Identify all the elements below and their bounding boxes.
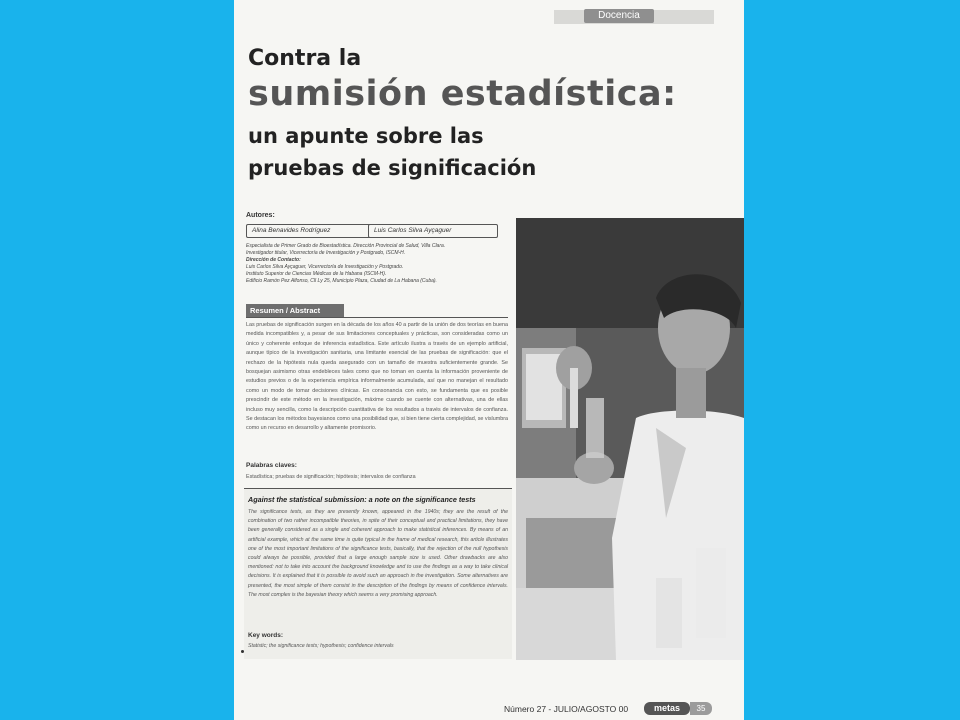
- resumen-rule: [246, 317, 508, 318]
- resumen-body: Las pruebas de significación surgen en la década de los años 40 a partir de la unión de dos teorías en buena medida incompatibles y, a pesar de sus limitaciones conceptuales y prácticas, son consideradas como un único y coherente enfoque de inferencia estadística. Este artículo ilustra a través de un ejemplo artificial, aunque típico de la investigación sanitaria, una limitante esencial de las pruebas de significación: que el rechazo de la hipótesis nula queda asegurado con un tamaño de muestra suficientemente grande. Se bosquejan asimismo otras endebleces tales como que no toman en cuenta la información proveniente de estudios previos o de la experiencia empírica informalmente acumulada, así que no manejan el resultado como un modo de tomar decisiones clínicas. En consonancia con esto, se fundamenta que es posible prescindir de este método en la investigación, máxime cuando se cuente con alternativas, una de ellas incluso muy sencilla, como la descripción cuantitativa de los resultados a través de intervalos de confianza. Se destacan los métodos bayesianos como una posibilidad que, si bien tiene cierta complejidad, se vislumbra como un recurso en desarrollo y altamente promisorio.: [246, 322, 508, 432]
- affiliation-block: [246, 243, 508, 285]
- affiliation-line: Edificio Ramón Pez Alfonso, Cll Ly 25, Municipio Plaza, Ciudad de La Habana (Cuba).: [246, 278, 437, 284]
- footer-page-number: 35: [690, 702, 712, 715]
- keywords-text: Estadística; pruebas de significación; hipótesis; intervalos de confianza: [246, 474, 416, 480]
- scientist-photo: [516, 218, 744, 660]
- author-name-1: Alina Benavides Rodríguez: [246, 224, 372, 238]
- title-line-2: sumisión estadística:: [248, 74, 677, 114]
- resumen-heading: Resumen / Abstract: [246, 304, 344, 317]
- title-line-3: un apunte sobre las: [248, 124, 484, 148]
- author-name-2: Luis Carlos Silva Ayçaguer: [368, 224, 498, 238]
- title-line-4: pruebas de significación: [248, 156, 537, 180]
- abstract-box: [244, 488, 512, 659]
- abstract-body: The significance tests, as they are presently known, appeared in the 1940s; they are the result of the combination of two rather incompatible theories, in spite of their conceptual and practical limitations, they have been generally considered as a single and coherent approach to make statistical inferences. By means of an artificial example, which at the same time is quite typical in the frame of medical research, this article illustrates one of the most important limitations of the significance tests, basically, that the rejection of the null hypothesis could always be possible, provided that a large enough sample size is used. Other drawbacks are also mentioned: not to take into account the background knowledge and to use the findings as a way to take clinical decisions. It is explained that it is possible to avoid such an approach in the investigation. Some alternatives are presented, the most simple of them consist in the description of the findings by means of confidence intervals. The most complex is the bayesian theory which seems a very promising approach.: [248, 509, 508, 598]
- section-tab: Docencia: [584, 9, 654, 23]
- affiliation-line: Luis Carlos Silva Ayçaguer, Vicerrectoría de Investigación y Postgrado.: [246, 264, 404, 270]
- affiliation-line: Investigador titular, Vicerrectoría de Investigación y Postgrado, ISCM-H.: [246, 250, 406, 256]
- affiliation-line: Dirección de Contacto:: [246, 257, 301, 263]
- abstract-title: Against the statistical submission: a note on the significance tests: [248, 495, 476, 504]
- key-words-text: Statistic; the significance tests; hypothesis; confidence intervals: [248, 643, 394, 649]
- footer-issue: Número 27 - JULIO/AGOSTO 00: [504, 704, 629, 714]
- keywords-label: Palabras claves:: [246, 462, 297, 469]
- bullet-dot: [241, 650, 244, 653]
- title-line-1: Contra la: [248, 46, 362, 71]
- magazine-page: [234, 0, 744, 720]
- authors-label: Autores:: [246, 212, 275, 219]
- affiliation-line: Especialista de Primer Grado de Bioestadística. Dirección Provincial de Salud, Villa Clara.: [246, 243, 446, 249]
- affiliation-line: Instituto Superior de Ciencias Médicas de la Habana (ISCM-H).: [246, 271, 387, 277]
- footer-brand-logo: metas: [644, 702, 690, 715]
- key-words-label: Key words:: [248, 632, 284, 639]
